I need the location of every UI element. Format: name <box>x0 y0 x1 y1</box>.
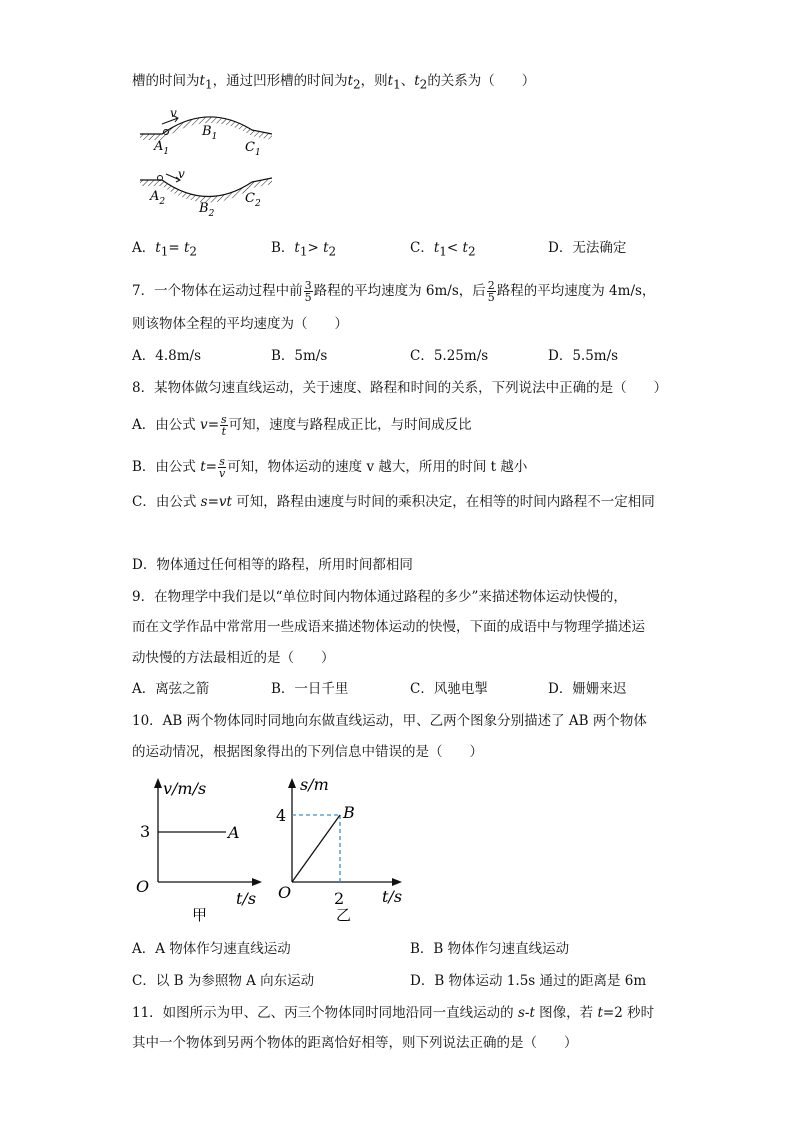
graph-title-yi: 乙 <box>336 906 352 924</box>
label-v2: v <box>178 167 185 181</box>
option-letter: B． <box>271 240 295 256</box>
q11-stem-line1 <box>132 1003 654 1023</box>
separator: 、 <box>400 73 415 89</box>
t1-subscript: 1 <box>160 244 169 259</box>
denominator: v <box>218 467 226 480</box>
st-symbol: s-t <box>517 1005 535 1021</box>
t2-subscript: 2 <box>328 244 337 259</box>
formula-eq: = <box>207 494 219 510</box>
q11-stem-line2: 其中一个物体到另两个物体的距离恰好相等，则下列说法正确的是（ ） <box>132 1035 578 1051</box>
option-text: B．由公式 <box>132 459 201 475</box>
formula-var: t <box>200 459 206 475</box>
t1-subscript: 1 <box>299 244 308 259</box>
q11-text: 图像，若 <box>534 1005 598 1021</box>
x-axis-arrow <box>392 878 402 886</box>
q6-option-b[interactable] <box>271 238 336 262</box>
graph-title-jia: 甲 <box>192 906 208 924</box>
q10-option-b[interactable]: B．B 物体作匀速直线运动 <box>410 941 570 957</box>
q7-text: 一个物体在运动过程中前 <box>154 283 303 299</box>
groove-figure <box>132 100 292 225</box>
y-axis-arrow <box>154 778 162 788</box>
q10-option-d[interactable]: D．B 物体运动 1.5s 通过的距离是 6m <box>410 973 647 989</box>
option-text: 可知，路程由速度与时间的乘积决定，在相等的时间内路程不一定相同 <box>231 494 655 510</box>
graph-yi <box>270 770 410 930</box>
option-text: 无法确定 <box>572 240 627 256</box>
option-text: C．由公式 <box>132 494 201 510</box>
option-text: 可知，物体运动的速度 v 越大，所用的时间 t 越小 <box>227 459 528 475</box>
q6-option-c[interactable] <box>410 238 476 262</box>
fraction-3-5 <box>304 280 313 303</box>
formula-fraction <box>220 414 228 437</box>
q10-option-c[interactable]: C．以 B 为参照物 A 向东运动 <box>132 973 315 989</box>
q7-option-d[interactable]: D．5.5m/s <box>548 348 619 364</box>
y-axis-arrow <box>288 778 296 788</box>
q6-option-d[interactable] <box>548 238 626 258</box>
t1-subscript: 1 <box>439 244 447 259</box>
option-text: 可知，速度与路程成正比，与时间成反比 <box>228 417 472 433</box>
formula-var: s <box>200 494 208 510</box>
t1-subscript: 1 <box>393 77 401 92</box>
q8-option-c[interactable] <box>132 492 655 512</box>
graph-jia <box>130 770 270 930</box>
label-B1: $B_1$ <box>202 124 218 142</box>
denominator: 5 <box>487 291 495 304</box>
q11-text: =2 秒时 <box>602 1005 655 1021</box>
series-label-A: A <box>228 823 240 842</box>
t2-symbol: t <box>462 240 468 256</box>
y-axis-label: s/m <box>300 775 329 794</box>
q6-stem <box>132 71 535 95</box>
fraction-2-5 <box>487 280 496 303</box>
option-text: = <box>168 240 184 256</box>
origin-label: O <box>278 883 292 902</box>
x-axis-label: t/s <box>236 889 257 908</box>
label-A2: $A_2$ <box>150 189 166 207</box>
q9-option-a[interactable]: A．离弦之箭 <box>132 681 210 697</box>
t2-subscript: 2 <box>467 244 476 259</box>
q8-option-b[interactable] <box>132 456 527 479</box>
numerator: s <box>221 413 227 426</box>
t1-symbol: t <box>433 240 440 256</box>
label-B2: $B_2$ <box>199 201 215 219</box>
numerator: 2 <box>487 279 495 292</box>
t2-symbol: t <box>323 240 329 256</box>
q9-stem-line1: 9．在物理学中我们是以“单位时间内物体通过路程的多少”来描述物体运动快慢的， <box>132 589 627 605</box>
t2-symbol: t <box>183 240 190 256</box>
option-text: A．由公式 <box>132 417 201 433</box>
origin-label: O <box>136 877 150 896</box>
y-tick-label: 4 <box>276 806 287 825</box>
q8-stem: 8．某物体做匀速直线运动，关于速度、路程和时间的关系，下列说法中正确的是（ ） <box>132 380 668 396</box>
label-v1: v <box>170 106 177 120</box>
q7-text: 路程的平均速度为 4m/s， <box>496 283 656 299</box>
t1-symbol: t <box>155 240 161 256</box>
q7-text: 路程的平均速度为 6m/s，后 <box>313 283 486 299</box>
label-A1: $A_1$ <box>154 139 170 157</box>
q7-option-c[interactable]: C．5.25m/s <box>410 348 489 364</box>
option-letter: C． <box>410 240 434 256</box>
option-text: < <box>446 240 463 256</box>
q6-stem-text: ，通过凹形槽的时间为 <box>212 73 348 89</box>
q11-text: 11．如图所示为甲、乙、丙三个物体同时同地沿同一直线运动的 <box>132 1005 518 1021</box>
t1-symbol: t <box>387 73 394 89</box>
numerator: 3 <box>304 279 312 292</box>
q9-option-d[interactable]: D．姗姗来迟 <box>548 681 627 697</box>
formula-eq: = <box>205 459 217 475</box>
t2-subscript: 2 <box>189 244 198 259</box>
series-label-B: B <box>343 803 355 822</box>
denominator: 5 <box>304 291 312 304</box>
q6-stem-text: 的关系为（ ） <box>427 73 536 89</box>
formula-var: v <box>200 417 208 433</box>
q6-stem-text: 槽的时间为 <box>132 73 200 89</box>
formula-vt: vt <box>218 494 232 510</box>
q7-option-b[interactable]: B．5m/s <box>271 348 328 364</box>
label-C2: $C_2$ <box>245 191 261 209</box>
q7-option-a[interactable]: A．4.8m/s <box>132 348 201 364</box>
q9-stem-line2: 而在文学作品中常常用一些成语来描述物体运动的快慢，下面的成语中与物理学描述运 <box>132 619 645 635</box>
t2-subscript: 2 <box>419 77 428 92</box>
q7-stem-line2: 则该物体全程的平均速度为（ ） <box>132 316 348 332</box>
formula-eq: = <box>207 417 219 433</box>
t2-symbol: t <box>414 73 420 89</box>
option-letter: A． <box>132 240 156 256</box>
q8-option-d[interactable]: D．物体通过任何相等的路程，所用时间都相同 <box>132 557 413 573</box>
label-C1: $C_1$ <box>245 140 261 158</box>
t2-subscript: 2 <box>353 77 361 92</box>
q8-option-a[interactable] <box>132 414 472 437</box>
x-axis-label: t/s <box>382 887 403 906</box>
q10-option-a[interactable]: A．A 物体作匀速直线运动 <box>132 941 291 957</box>
q9-option-b[interactable]: B．一日千里 <box>271 681 349 697</box>
x-tick-label: 2 <box>334 889 345 908</box>
q10-stem-line1: 10．AB 两个物体同时同地向东做直线运动，甲、乙两个图象分别描述了 AB 两个物体 <box>132 713 647 729</box>
series-line-B <box>292 815 340 882</box>
numerator: s <box>219 455 225 468</box>
y-tick-label: 3 <box>140 822 151 841</box>
q6-stem-text: ，则 <box>360 73 388 89</box>
option-letter: D． <box>548 240 573 256</box>
t1-symbol: t <box>294 240 300 256</box>
q9-stem-line3: 动快慢的方法最相近的是（ ） <box>132 650 335 666</box>
q10-stem-line2: 的运动情况，根据图象得出的下列信息中错误的是（ ） <box>132 744 483 760</box>
formula-fraction <box>218 456 226 479</box>
x-axis-arrow <box>252 878 262 886</box>
option-text: > <box>307 240 324 256</box>
t1-symbol: t <box>199 73 205 89</box>
t-symbol: t <box>597 1005 603 1021</box>
q7-stem <box>132 280 655 303</box>
y-axis-label: v/m/s <box>163 779 207 798</box>
q6-option-a[interactable] <box>132 238 197 262</box>
q9-option-c[interactable]: C．风驰电掣 <box>410 681 488 697</box>
denominator: t <box>221 425 227 438</box>
question-number: 7． <box>132 283 155 299</box>
t1-subscript: 1 <box>204 77 213 92</box>
t2-symbol: t <box>347 73 354 89</box>
